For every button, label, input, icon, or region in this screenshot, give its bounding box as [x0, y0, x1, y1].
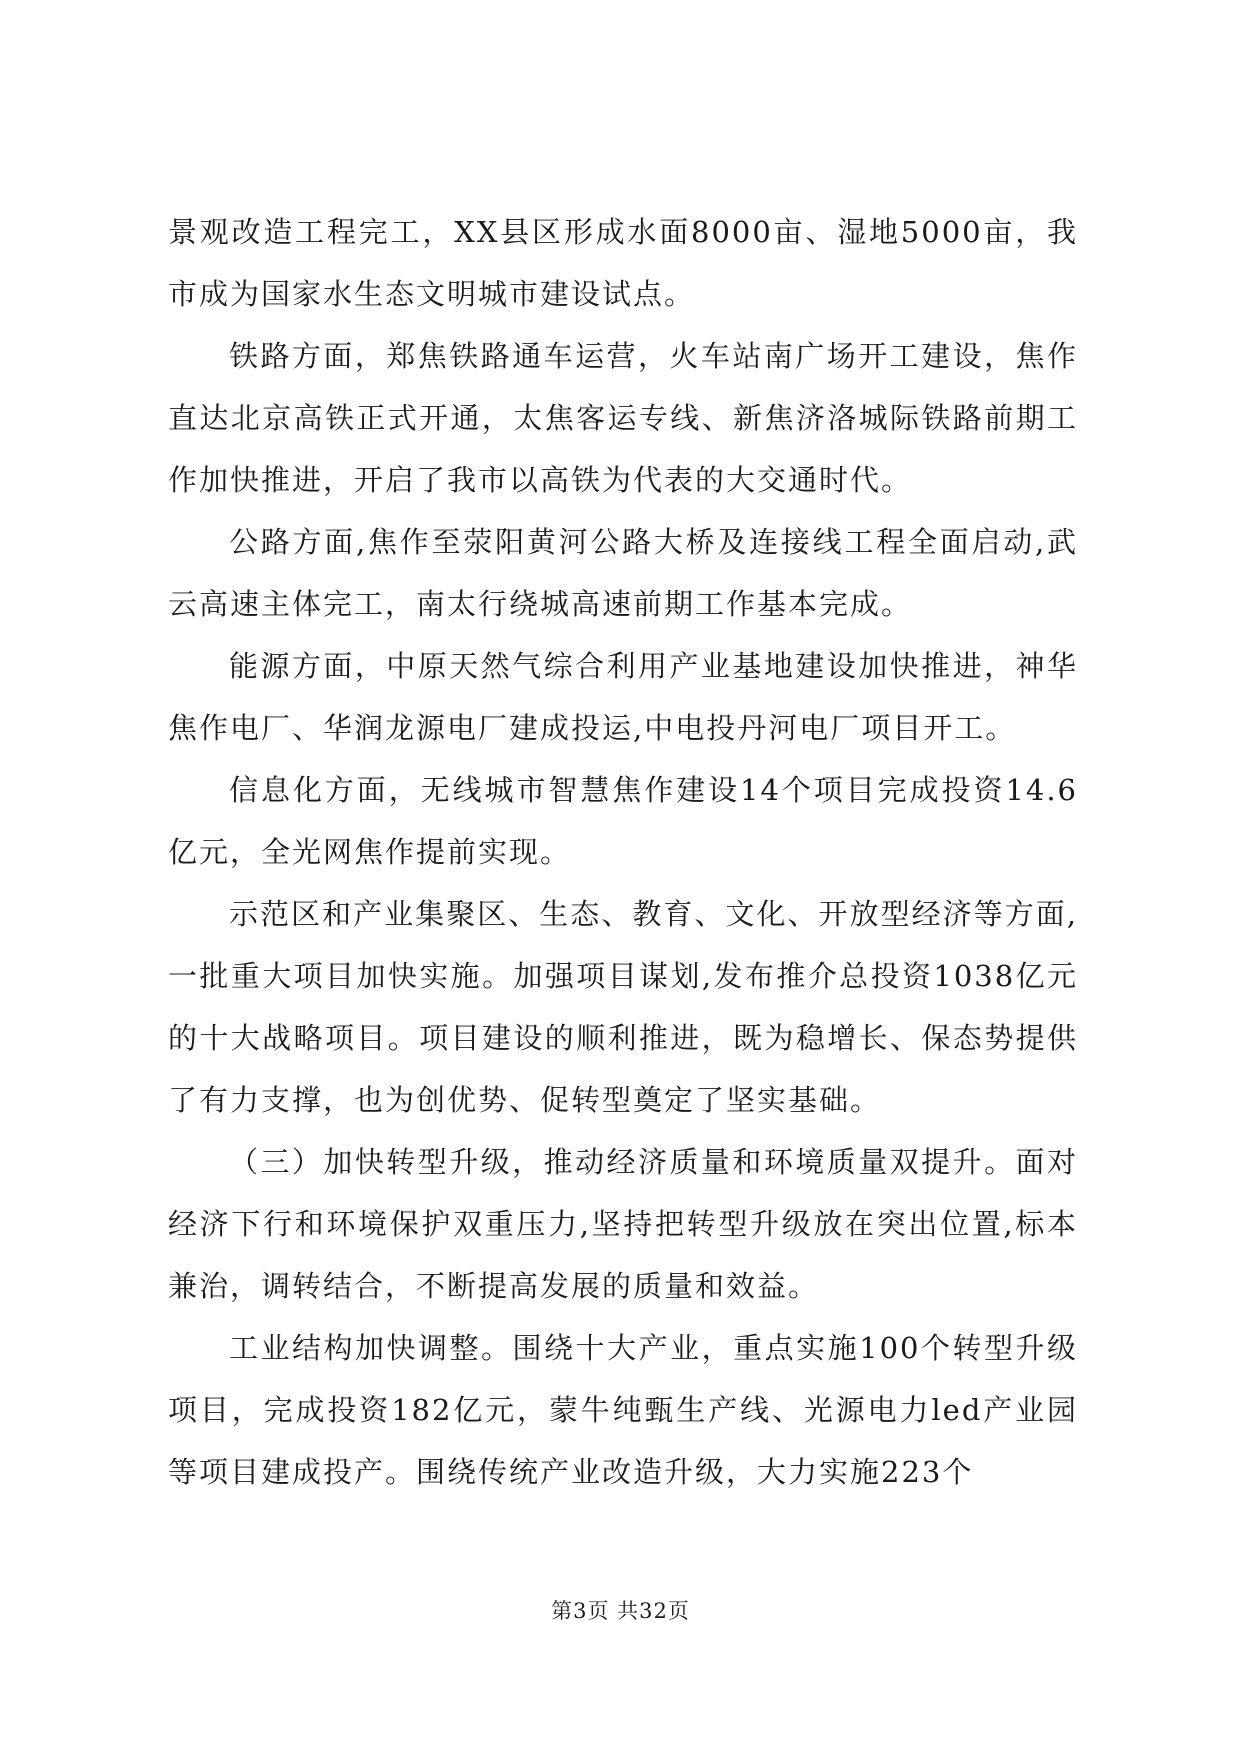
paragraph-energy: 能源方面，中原天然气综合利用产业基地建设加快推进，神华焦作电厂、华润龙源电厂建成投运,中电投丹河电厂项目开工。: [168, 649, 1078, 745]
paragraph-railway: 铁路方面，郑焦铁路通车运营，火车站南广场开工建设，焦作直达北京高铁正式开通，太焦客运专线、新焦济洛城际铁路前期工作加快推进，开启了我市以高铁为代表的大交通时代。: [168, 339, 1078, 497]
page-number-footer: 第3页 共32页: [551, 1599, 690, 1623]
paragraph-section-three-heading: （三）加快转型升级，推动经济质量和环境质量双提升。面对经济下行和环境保护双重压力,坚持把转型升级放在突出位置,标本兼治，调转结合，不断提高发展的质量和效益。: [168, 1145, 1078, 1303]
paragraph-demonstration-zone: 示范区和产业集聚区、生态、教育、文化、开放型经济等方面,一批重大项目加快实施。加强项目谋划,发布推介总投资1038亿元的十大战略项目。项目建设的顺利推进，既为稳增长、保态势提供了有力支撑，也为创优势、促转型奠定了坚实基础。: [168, 897, 1078, 1117]
paragraph-highway: 公路方面,焦作至荥阳黄河公路大桥及连接线工程全面启动,武云高速主体完工，南太行绕城高速前期工作基本完成。: [168, 525, 1078, 621]
document-body: [168, 201, 1078, 1503]
paragraph-informatization: 信息化方面，无线城市智慧焦作建设14个项目完成投资14.6亿元，全光网焦作提前实现。: [168, 773, 1078, 869]
paragraph-water-ecology: 景观改造工程完工，XX县区形成水面8000亩、湿地5000亩，我市成为国家水生态文明城市建设试点。: [168, 215, 1078, 311]
paragraph-industrial-structure: 工业结构加快调整。围绕十大产业，重点实施100个转型升级项目，完成投资182亿元，蒙牛纯甄生产线、光源电力led产业园等项目建成投产。围绕传统产业改造升级，大力实施223个: [168, 1331, 1078, 1489]
